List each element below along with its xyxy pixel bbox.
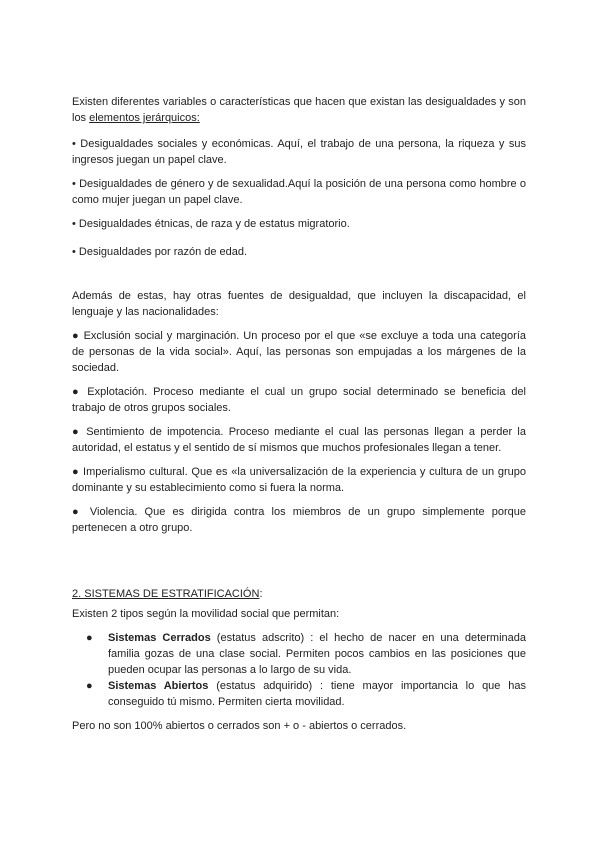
- other-source-exploitation: ● Explotación. Proceso mediante el cual un grupo social determinado se beneficia del trabajo de otros grupos sociales.: [72, 386, 526, 414]
- other-source-violence: ● Violencia. Que es dirigida contra los miembros de un grupo simplemente porque pertenecen a otro grupo.: [72, 506, 526, 534]
- other-source-cultural-imperialism: ● Imperialismo cultural. Que es «la universalización de la experiencia y cultura de un grupo dominante y su establecimiento como si fuera la norma.: [72, 466, 526, 494]
- closed-systems-title: Sistemas Cerrados: [108, 632, 211, 644]
- section-heading-text: 2. SISTEMAS DE ESTRATIFICACIÓN: [72, 588, 260, 600]
- list-item-open: [72, 678, 526, 710]
- section-heading-colon: :: [259, 588, 263, 600]
- intro-text: Existen diferentes variables o características que hacen que existan las desigualdades y son los: [72, 96, 526, 124]
- section-intro: Existen 2 tipos según la movilidad social que permitan:: [72, 608, 340, 620]
- closed-systems-text: (estatus adscrito) : el hecho de nacer en una determinada familia gozas de una clase social. Permiten pocos cambios en las posiciones que pueden ocupar las personas a lo largo de su vida.: [108, 632, 526, 676]
- section-heading: [72, 586, 526, 602]
- bullet-icon: ●: [86, 680, 93, 692]
- inequality-item-gender: • Desigualdades de género y de sexualidad.Aquí la posición de una persona como hombre o como mujer juegan un papel clave.: [72, 178, 526, 206]
- other-source-exclusion: ● Exclusión social y marginación. Un proceso por el que «se excluye a toda una categoría de personas de la vida social». Aquí, las personas son empujadas a los márgenes de la sociedad.: [72, 330, 526, 374]
- other-sources-intro: Además de estas, hay otras fuentes de desigualdad, que incluyen la discapacidad, el lenguaje y las nacionalidades:: [72, 290, 526, 318]
- intro-paragraph: [72, 94, 526, 126]
- open-systems-title: Sistemas Abiertos: [108, 680, 209, 692]
- inequality-item-age: • Desigualdades por razón de edad.: [72, 246, 248, 258]
- other-source-powerlessness: ● Sentimiento de impotencia. Proceso mediante el cual las personas llegan a perder la autoridad, el estatus y el sentido de sí mismos que muchos profesionales llegan a tener.: [72, 426, 526, 454]
- inequality-item-ethnic: • Desigualdades étnicas, de raza y de estatus migratorio.: [72, 218, 350, 230]
- closing-note: Pero no son 100% abiertos o cerrados son + o - abiertos o cerrados.: [72, 720, 407, 732]
- bullet-icon: ●: [86, 632, 93, 644]
- document-page: [72, 94, 526, 734]
- hierarchical-elements-link: elementos jerárquicos:: [89, 112, 200, 124]
- list-item-closed: [72, 630, 526, 678]
- inequality-item-social: • Desigualdades sociales y económicas. Aquí, el trabajo de una persona, la riqueza y sus ingresos juegan un papel clave.: [72, 138, 526, 166]
- open-systems-text: (estatus adquirido) : tiene mayor importancia lo que has conseguido tú mismo. Permiten cierta movilidad.: [108, 680, 526, 708]
- stratification-list: [72, 630, 526, 710]
